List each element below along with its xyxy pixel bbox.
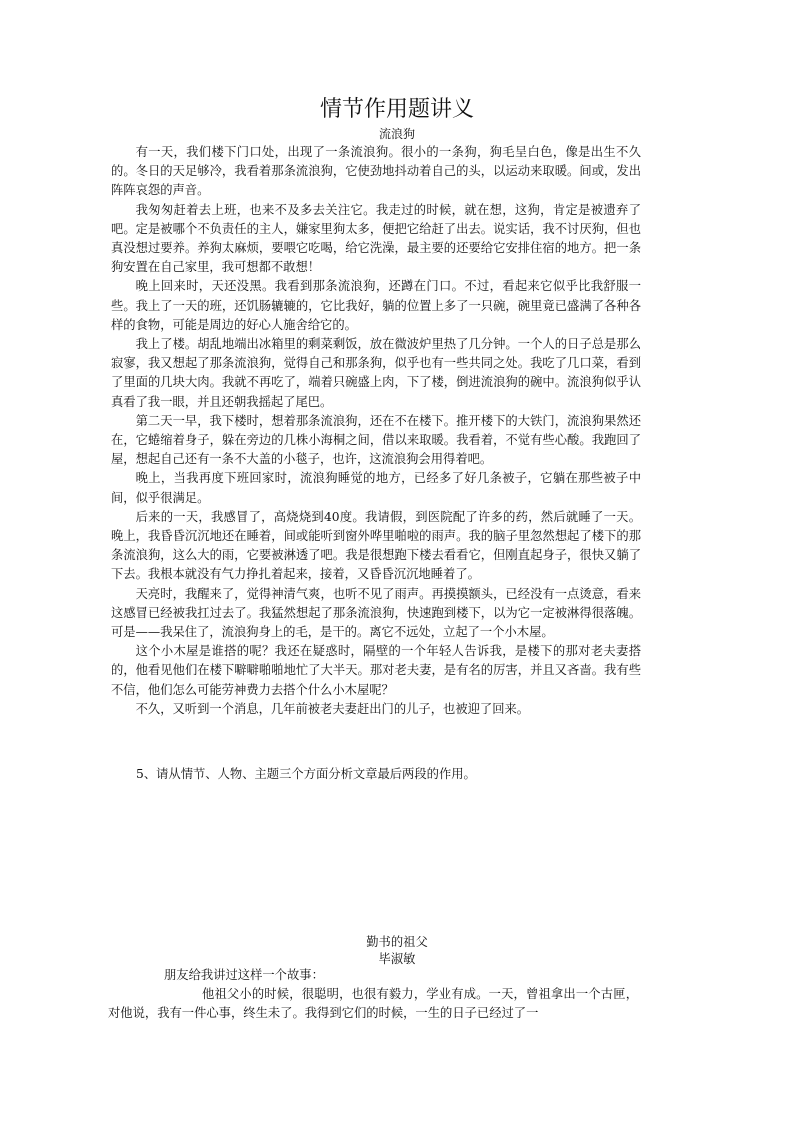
paragraph: 有一天，我们楼下门口处，出现了一条流浪狗。很小的一条狗，狗毛呈白色，像是出生不久的。冬日的天足够冷，我看着那条流浪狗，它使劲地抖动着自己的头，以运动来取暖。间或，发出阵阵哀怨的声音。 [111, 145, 641, 198]
paragraph: 第二天一早，我下楼时，想着那条流浪狗，还在不在楼下。推开楼下的大铁门，流浪狗果然还在，它蜷缩着身子，躲在旁边的几株小海桐之间，借以来取暖。我看着，不觉有些心酸。我跑回了屋，想起自己还有一条不大盖的小毯子，也许，这流浪狗会用得着吧。 [111, 413, 641, 467]
paragraph: 晚上，当我再度下班回家时，流浪狗睡觉的地方，已经多了好几条被子，它躺在那些被子中间，似乎很满足。 [111, 471, 641, 505]
story-body [111, 143, 641, 719]
story-title: 流浪狗 [378, 127, 415, 141]
story-author: 毕淑敏 [378, 952, 416, 966]
paragraph: 后来的一天，我感冒了，高烧烧到40度。我请假，到医院配了许多的药，然后就睡了一天。晚上，我昏昏沉沉地还在睡着，间或能听到窗外哗里啪啦的雨声。我的脑子里忽然想起了楼下的那条流浪狗，这么大的雨，它要被淋透了吧。我是很想跑下楼去看看它，但刚直起身子，很快又躺了下去。我根本就没有气力挣扎着起来，接着，又昏昏沉沉地睡着了。 [111, 509, 641, 582]
story-title: 勤书的祖父 [366, 935, 428, 949]
story-body [108, 966, 638, 1023]
paragraph: 不久，又听到一个消息，几年前被老夫妻赶出门的儿子，也被迎了回来。 [135, 701, 530, 716]
paragraph: 朋友给我讲过这样一个故事： [164, 968, 324, 982]
paragraph: 他祖父小的时候，很聪明，也很有毅力，学业有成。一天，曾祖拿出一个古匣，对他说，我有一件心事，终生未了。我得到它们的时候，一生的日子已经过了一 [108, 987, 638, 1020]
document-title: 情节作用题讲义 [319, 97, 474, 122]
paragraph: 我上了楼。胡乱地端出冰箱里的剩菜剩饭，放在微波炉里热了几分钟。一个人的日子总是那么寂寥，我又想起了那条流浪狗，觉得自己和那条狗，似乎也有一些共同之处。我吃了几口菜，看到了里面的几块大肉。我就不再吃了，端着只碗盛上肉，下了楼，倒进流浪狗的碗中。流浪狗似乎认真看了我一眼，并且还朝我摇起了尾巴。 [111, 337, 641, 409]
paragraph: 天亮时，我醒来了，觉得神清气爽，也听不见了雨声。再摸摸额头，已经没有一点烫意，看来这感冒已经被我扛过去了。我猛然想起了那条流浪狗，快速跑到楼下，以为它一定被淋得很落魄。可是——我呆住了，流浪狗身上的毛，是干的。离它不远处，立起了一个小木屋。 [111, 586, 641, 640]
paragraph: 这个小木屋是谁搭的呢？我还在疑惑时，隔壁的一个年轻人告诉我，是楼下的那对老夫妻搭的，他看见他们在楼下噼噼啪啪地忙了大半天。那对老夫妻，是有名的厉害，并且又吝啬。我有些不信，他们怎么可能劳神费力去搭个什么小木屋呢？ [111, 644, 641, 697]
question-5: 5、请从情节、人物、主题三个方面分析文章最后两段的作用。 [136, 767, 476, 781]
paragraph: 晚上回来时，天还没黑。我看到那条流浪狗，还蹲在门口。不过，看起来它似乎比我舒服一些。我上了一天的班，还饥肠辘辘的，它比我好，躺的位置上多了一只碗，碗里竟已盛满了各种各样的食物，可能是周边的好心人施舍给它的。 [111, 279, 641, 332]
paragraph: 我匆匆赶着去上班，也来不及多去关注它。我走过的时候，就在想，这狗，肯定是被遗弃了吧。定是被哪个不负责任的主人，嫌家里狗太多，便把它给赶了出去。说实话，我不讨厌狗，但也真没想过要养。养狗太麻烦，要喂它吃喝，给它洗澡，最主要的还要给它安排住宿的地方。把一条狗安置在自己家里，我可想都不敢想！ [111, 202, 641, 275]
